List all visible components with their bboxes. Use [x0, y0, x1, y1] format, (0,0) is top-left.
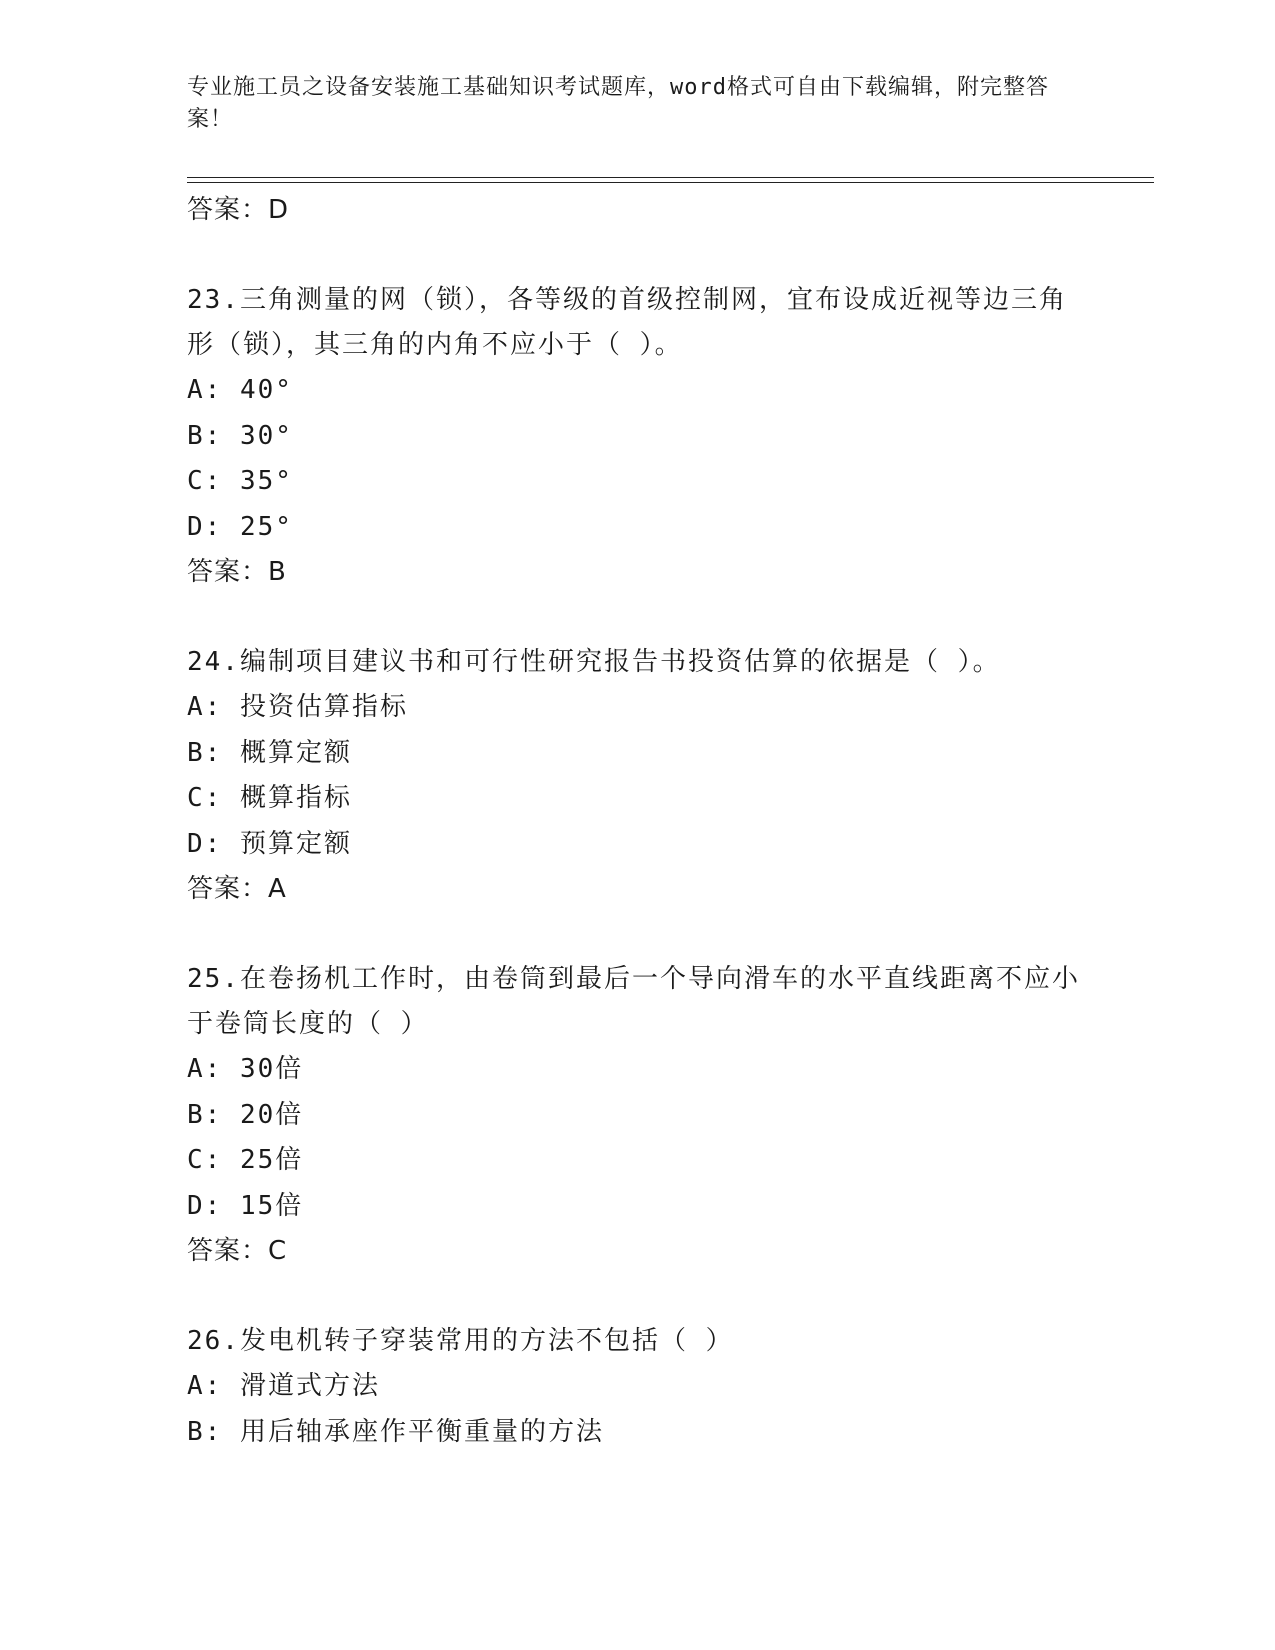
option-d: D: 15倍 — [187, 1190, 304, 1221]
question-list — [187, 188, 1087, 1455]
question-stem: 24.编制项目建议书和可行性研究报告书投资估算的依据是（ ）。 — [187, 647, 1001, 677]
option-d: D: 25° — [187, 511, 293, 542]
option-c: C: 概算指标 — [187, 783, 352, 813]
question-23 — [187, 278, 1087, 594]
question-25 — [187, 957, 1087, 1273]
option-a: A: 30倍 — [187, 1054, 304, 1084]
answer-line: 答案：C — [187, 1236, 288, 1266]
answer-line: 答案：B — [187, 557, 287, 587]
option-a: A: 投资估算指标 — [187, 692, 408, 722]
option-b: B: 用后轴承座作平衡重量的方法 — [187, 1416, 604, 1447]
option-b: B: 概算定额 — [187, 737, 352, 768]
option-c: C: 25倍 — [187, 1145, 304, 1175]
option-b: B: 20倍 — [187, 1099, 304, 1130]
question-stem: 26.发电机转子穿装常用的方法不包括（ ） — [187, 1326, 734, 1356]
option-c: C: 35° — [187, 466, 293, 496]
answer-line: 答案：D — [187, 195, 290, 225]
option-b: B: 30° — [187, 420, 293, 451]
option-a: A: 40° — [187, 375, 293, 405]
header-rule-top — [187, 177, 1154, 178]
option-d: D: 预算定额 — [187, 828, 352, 859]
question-26 — [187, 1319, 1087, 1455]
question-24 — [187, 640, 1087, 911]
question-stem: 23.三角测量的网（锁），各等级的首级控制网，宜布设成近视等边三角形（锁），其三角的内角不应小于（ ）。 — [187, 285, 1067, 360]
option-a: A: 滑道式方法 — [187, 1371, 380, 1401]
answer-line: 答案：A — [187, 874, 287, 904]
page-header: 专业施工员之设备安装施工基础知识考试题库，word格式可自由下载编辑，附完整答案！ — [187, 75, 1049, 132]
question-stem: 25.在卷扬机工作时，由卷筒到最后一个导向滑车的水平直线距离不应小于卷筒长度的（ ） — [187, 964, 1080, 1039]
header-rule-bottom — [187, 182, 1154, 183]
